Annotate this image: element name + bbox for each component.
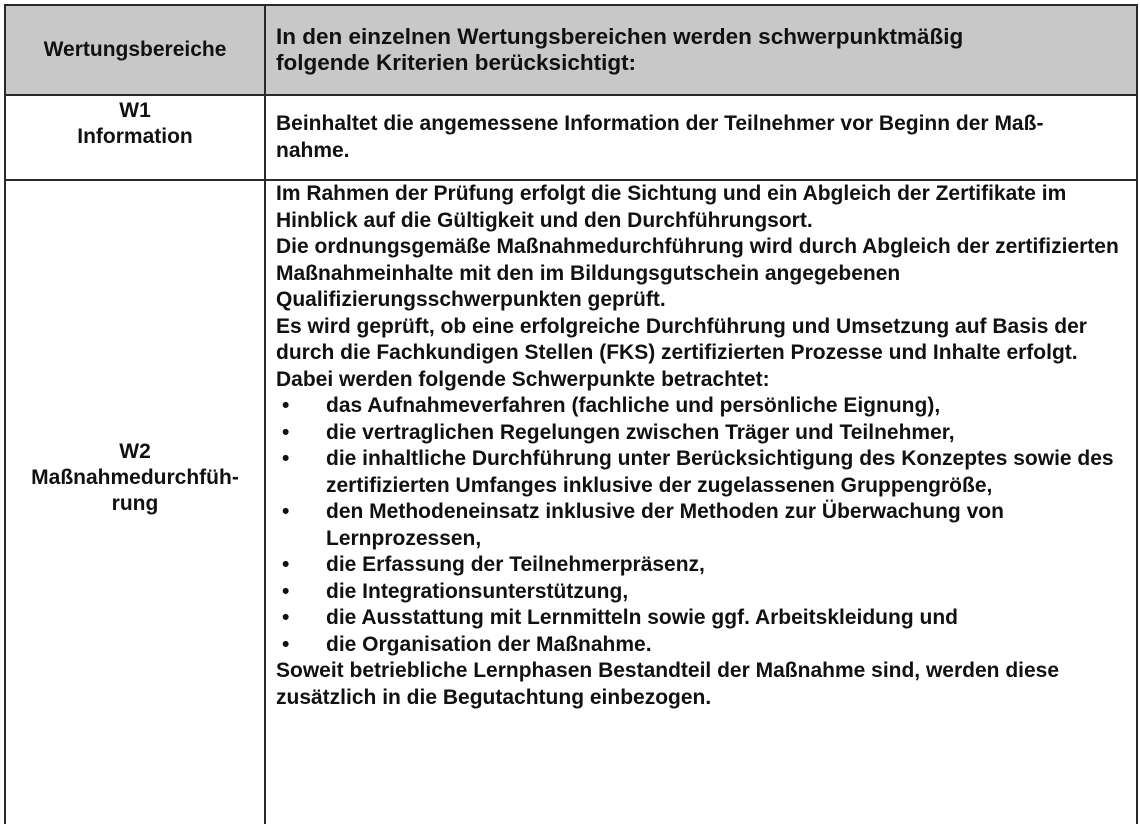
- w2-paragraph-4: Soweit betriebliche Lernphasen Bestandteil der Maßnahme sind, werden diese zusätzlich in die Begutachtung einbezogen.: [276, 659, 1060, 709]
- bullet-icon: •: [282, 553, 290, 576]
- header-criteria-line-1: In den einzelnen Wertungsbereichen werden schwerpunktmäßig: [276, 24, 964, 49]
- w2-code: W2: [119, 440, 151, 463]
- table-row-w1: [6, 96, 1136, 181]
- header-area-label: Wertungsbereiche: [43, 38, 227, 61]
- w1-code: W1: [119, 99, 151, 122]
- list-item: • den Methodeneinsatz inklusive der Methoden zur Überwachung von Lernprozessen,: [282, 500, 1004, 550]
- w2-criteria-cell: [266, 181, 1136, 824]
- bullet-icon: •: [282, 632, 290, 656]
- bullet-icon: •: [282, 420, 290, 444]
- list-item: • die Ausstattung mit Lernmitteln sowie ggf. Arbeitskleidung und: [276, 605, 1120, 632]
- header-cell-criteria: [266, 6, 1136, 94]
- w2-area-cell: [6, 181, 266, 824]
- list-item: • die inhaltliche Durchführung unter Berücksichtigung des Konzeptes sowie des zertifizierten Umfanges inklusive der zugelassenen Gruppengröße,: [282, 447, 1114, 497]
- table-row-w2: [6, 181, 1136, 824]
- w1-criteria-cell: [266, 96, 1136, 179]
- w2-bullet-list: [276, 393, 1120, 658]
- w1-area-cell: [6, 96, 266, 179]
- w1-text-line-1: Beinhaltet die angemessene Information der Teilnehmer vor Beginn der Maß-: [276, 112, 1044, 135]
- w2-paragraph-1: Im Rahmen der Prüfung erfolgt die Sichtung und ein Abgleich der Zertifikate im Hinblick auf die Gültigkeit und den Durchführungsort.: [276, 182, 1067, 232]
- bullet-icon: •: [282, 579, 290, 603]
- bullet-icon: •: [282, 606, 290, 629]
- list-item: • das Aufnahmeverfahren (fachliche und persönliche Eignung),: [276, 393, 1120, 420]
- bullet-icon: •: [282, 500, 290, 523]
- criteria-table: [4, 4, 1138, 824]
- w2-paragraph-2: Die ordnungsgemäße Maßnahmedurchführung wird durch Abgleich der zertifizierten Maßnahmeinhalte mit den im Bildungsgutschein angegebenen Qualifizierungsschwerpunkten geprüft.: [276, 235, 1119, 311]
- list-item: • die Integrationsunterstützung,: [276, 579, 1120, 606]
- table-header-row: [6, 6, 1136, 96]
- header-criteria-line-2: folgende Kriterien berücksichtigt:: [276, 50, 637, 75]
- list-item: • die vertraglichen Regelungen zwischen Träger und Teilnehmer,: [276, 420, 1120, 447]
- w1-text-line-2: nahme.: [276, 138, 350, 162]
- list-item: • die Erfassung der Teilnehmerpräsenz,: [276, 552, 1120, 579]
- list-item: • die Organisation der Maßnahme.: [276, 632, 1120, 659]
- w2-name-line-2: rung: [111, 492, 159, 515]
- w2-paragraph-3: Es wird geprüft, ob eine erfolgreiche Durchführung und Umsetzung auf Basis der durch die Fachkundigen Stellen (FKS) zertifizierten Prozesse und Inhalte erfolgt. Dabei werden folgende Schwerpunkte betrachtet:: [276, 314, 1087, 391]
- w1-name: Information: [77, 125, 193, 148]
- header-cell-area: [6, 6, 266, 94]
- w2-name-line-1: Maßnahmedurchfüh-: [31, 466, 239, 489]
- bullet-icon: •: [282, 447, 290, 470]
- bullet-icon: •: [282, 394, 290, 417]
